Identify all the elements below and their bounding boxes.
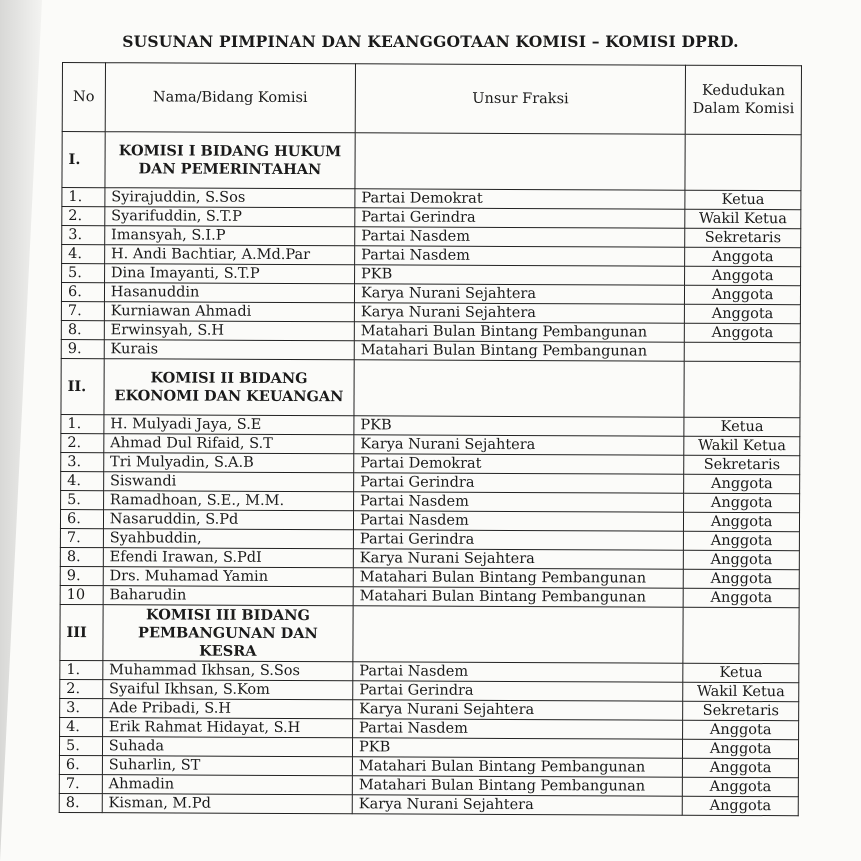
empty-cell: [683, 607, 799, 664]
header-nama: Nama/Bidang Komisi: [105, 63, 355, 133]
row-no: 3.: [60, 698, 103, 717]
row-nama: Imansyah, S.I.P: [105, 226, 355, 246]
row-no: 6.: [61, 283, 104, 302]
row-no: 4.: [61, 471, 104, 490]
row-no: 1.: [61, 414, 104, 433]
row-fraksi: Partai Gerindra: [354, 473, 684, 493]
row-fraksi: Partai Demokrat: [355, 189, 685, 209]
row-kedudukan: Sekretaris: [683, 701, 799, 721]
document-title: SUSUNAN PIMPINAN DAN KEANGGOTAAN KOMISI – KOMISI DPRD.: [122, 32, 739, 51]
row-fraksi: Matahari Bulan Bintang Pembangunan: [352, 757, 682, 777]
row-kedudukan: Wakil Ketua: [683, 682, 799, 702]
row-fraksi: PKB: [354, 416, 684, 436]
table-row: [61, 414, 800, 436]
row-fraksi: PKB: [352, 738, 682, 758]
row-nama: Kurniawan Ahmadi: [104, 302, 354, 322]
table-row: [60, 679, 799, 701]
row-no: 2.: [62, 207, 105, 226]
row-kedudukan: Wakil Ketua: [684, 436, 800, 456]
row-kedudukan: Anggota: [683, 796, 799, 816]
row-kedudukan: Anggota: [683, 588, 799, 608]
row-fraksi: Partai Nasdem: [353, 662, 683, 682]
row-fraksi: Karya Nurani Sejahtera: [353, 700, 683, 720]
empty-cell: [355, 133, 686, 190]
row-kedudukan: Ketua: [683, 663, 799, 683]
row-nama: Muhammad Ikhsan, S.Sos: [103, 661, 353, 681]
row-nama: Nasaruddin, S.Pd: [103, 510, 353, 530]
empty-cell: [685, 134, 801, 191]
row-nama: Syaiful Ikhsan, S.Kom: [103, 680, 353, 700]
empty-cell: [354, 360, 685, 417]
row-fraksi: Partai Demokrat: [354, 454, 684, 474]
table-row: [59, 755, 798, 777]
row-fraksi: Partai Gerindra: [353, 530, 683, 550]
row-fraksi: Karya Nurani Sejahtera: [354, 303, 684, 323]
row-nama: Hasanuddin: [104, 283, 354, 303]
row-no: 3.: [61, 452, 104, 471]
table-row: [60, 547, 799, 569]
section-name: KOMISI III BIDANG PEMBANGUNAN DAN KESRA: [103, 605, 353, 662]
table-row: [61, 283, 800, 305]
row-no: 4.: [62, 245, 105, 264]
table-row: [59, 793, 798, 815]
row-kedudukan: Anggota: [685, 323, 801, 343]
table-row: [60, 717, 799, 739]
empty-cell: [684, 361, 800, 418]
row-kedudukan: Anggota: [685, 266, 801, 286]
row-fraksi: Matahari Bulan Bintang Pembangunan: [354, 322, 684, 342]
row-kedudukan: Anggota: [684, 531, 800, 551]
row-nama: H. Andi Bachtiar, A.Md.Par: [104, 245, 354, 265]
komisi-table: [59, 62, 802, 816]
table-row: [60, 660, 799, 682]
row-nama: Erwinsyah, S.H: [104, 321, 354, 341]
row-fraksi: Partai Nasdem: [353, 511, 683, 531]
row-fraksi: Karya Nurani Sejahtera: [354, 284, 684, 304]
row-nama: Ahmadin: [102, 775, 352, 795]
row-kedudukan: Wakil Ketua: [685, 209, 801, 229]
row-nama: Drs. Muhamad Yamin: [103, 567, 353, 587]
row-no: 9.: [60, 566, 103, 585]
row-no: 2.: [61, 433, 104, 452]
row-no: 6.: [59, 755, 102, 774]
row-no: 10: [60, 585, 103, 604]
row-kedudukan: [685, 342, 801, 362]
row-kedudukan: Anggota: [684, 569, 800, 589]
row-no: 9.: [61, 339, 104, 358]
row-nama: Suharlin, ST: [102, 756, 352, 776]
table-header-row: [62, 63, 801, 135]
row-fraksi: Matahari Bulan Bintang Pembangunan: [353, 568, 683, 588]
row-kedudukan: Anggota: [684, 512, 800, 532]
table-row: [61, 452, 800, 474]
row-fraksi: Matahari Bulan Bintang Pembangunan: [354, 341, 684, 361]
row-kedudukan: Anggota: [683, 777, 799, 797]
row-fraksi: Karya Nurani Sejahtera: [354, 435, 684, 455]
row-no: 8.: [60, 547, 103, 566]
row-nama: Ramadhoan, S.E., M.M.: [103, 491, 353, 511]
section-row: [61, 358, 800, 417]
row-no: 5.: [61, 490, 104, 509]
empty-cell: [353, 606, 684, 663]
row-nama: Erik Rahmat Hidayat, S.H: [102, 718, 352, 738]
row-kedudukan: Anggota: [683, 758, 799, 778]
row-fraksi: Karya Nurani Sejahtera: [352, 795, 682, 815]
row-nama: Syahbuddin,: [103, 529, 353, 549]
row-fraksi: Partai Nasdem: [353, 719, 683, 739]
row-kedudukan: Anggota: [685, 247, 801, 267]
row-no: 6.: [60, 509, 103, 528]
row-no: 8.: [61, 320, 104, 339]
row-fraksi: Matahari Bulan Bintang Pembangunan: [352, 776, 682, 796]
row-nama: Ade Pribadi, S.H: [102, 699, 352, 719]
row-nama: Siswandi: [103, 472, 353, 492]
row-fraksi: Karya Nurani Sejahtera: [353, 549, 683, 569]
row-no: 5.: [62, 264, 105, 283]
row-nama: Dina Imayanti, S.T.P: [104, 264, 354, 284]
table-row: [61, 301, 800, 323]
table-row: [60, 585, 799, 607]
row-fraksi: PKB: [355, 265, 685, 285]
header-no: No: [62, 63, 105, 132]
row-kedudukan: Anggota: [684, 474, 800, 494]
table-row: [62, 188, 801, 210]
row-fraksi: Partai Nasdem: [355, 246, 685, 266]
row-kedudukan: Ketua: [685, 190, 801, 210]
table-row: [60, 509, 799, 531]
section-no: II.: [61, 358, 104, 414]
row-no: 7.: [61, 301, 104, 320]
section-no: III: [60, 604, 103, 660]
table-row: [60, 698, 799, 720]
table-row: [61, 490, 800, 512]
row-fraksi: Partai Nasdem: [355, 227, 685, 247]
section-name: KOMISI II BIDANG EKONOMI DAN KEUANGAN: [104, 359, 354, 416]
row-nama: H. Mulyadi Jaya, S.E: [104, 415, 354, 435]
row-kedudukan: Sekretaris: [684, 455, 800, 475]
header-fraksi: Unsur Fraksi: [355, 64, 686, 134]
table-row: [60, 566, 799, 588]
table-row: [62, 264, 801, 286]
row-no: 1.: [60, 660, 103, 679]
row-kedudukan: Anggota: [685, 304, 801, 324]
section-no: I.: [62, 132, 105, 188]
table-row: [62, 245, 801, 267]
row-nama: Suhada: [102, 737, 352, 757]
section-name: KOMISI I BIDANG HUKUM DAN PEMERINTAHAN: [105, 132, 355, 189]
row-kedudukan: Anggota: [685, 285, 801, 305]
row-kedudukan: Sekretaris: [685, 228, 801, 248]
row-fraksi: Partai Gerindra: [353, 681, 683, 701]
header-kedudukan: Kedudukan Dalam Komisi: [686, 65, 802, 135]
row-nama: Syirajuddin, S.Sos: [105, 188, 355, 208]
row-kedudukan: Anggota: [683, 720, 799, 740]
row-no: 7.: [60, 528, 103, 547]
row-nama: Tri Mulyadin, S.A.B: [104, 453, 354, 473]
section-row: [60, 604, 799, 663]
row-nama: Kurais: [104, 340, 354, 360]
row-fraksi: Matahari Bulan Bintang Pembangunan: [353, 587, 683, 607]
row-kedudukan: Anggota: [684, 550, 800, 570]
section-row: [62, 132, 801, 191]
row-kedudukan: Anggota: [683, 739, 799, 759]
row-kedudukan: Ketua: [684, 417, 800, 437]
table-row: [62, 207, 801, 229]
table-row: [59, 774, 798, 796]
row-no: 8.: [59, 793, 102, 812]
row-fraksi: Partai Nasdem: [354, 492, 684, 512]
table-row: [61, 320, 800, 342]
table-row: [61, 471, 800, 493]
row-nama: Kisman, M.Pd: [102, 794, 352, 814]
table-row: [61, 433, 800, 455]
row-no: 7.: [59, 774, 102, 793]
row-no: 1.: [62, 188, 105, 207]
table-row: [62, 226, 801, 248]
row-no: 3.: [62, 226, 105, 245]
row-no: 5.: [59, 736, 102, 755]
row-no: 2.: [60, 679, 103, 698]
table-row: [60, 528, 799, 550]
row-kedudukan: Anggota: [684, 493, 800, 513]
row-nama: Efendi Irawan, S.PdI: [103, 548, 353, 568]
row-no: 4.: [60, 717, 103, 736]
row-nama: Ahmad Dul Rifaid, S.T: [104, 434, 354, 454]
row-nama: Baharudin: [103, 586, 353, 606]
row-nama: Syarifuddin, S.T.P: [105, 207, 355, 227]
page-edge-shadow: [0, 0, 42, 861]
row-fraksi: Partai Gerindra: [355, 208, 685, 228]
